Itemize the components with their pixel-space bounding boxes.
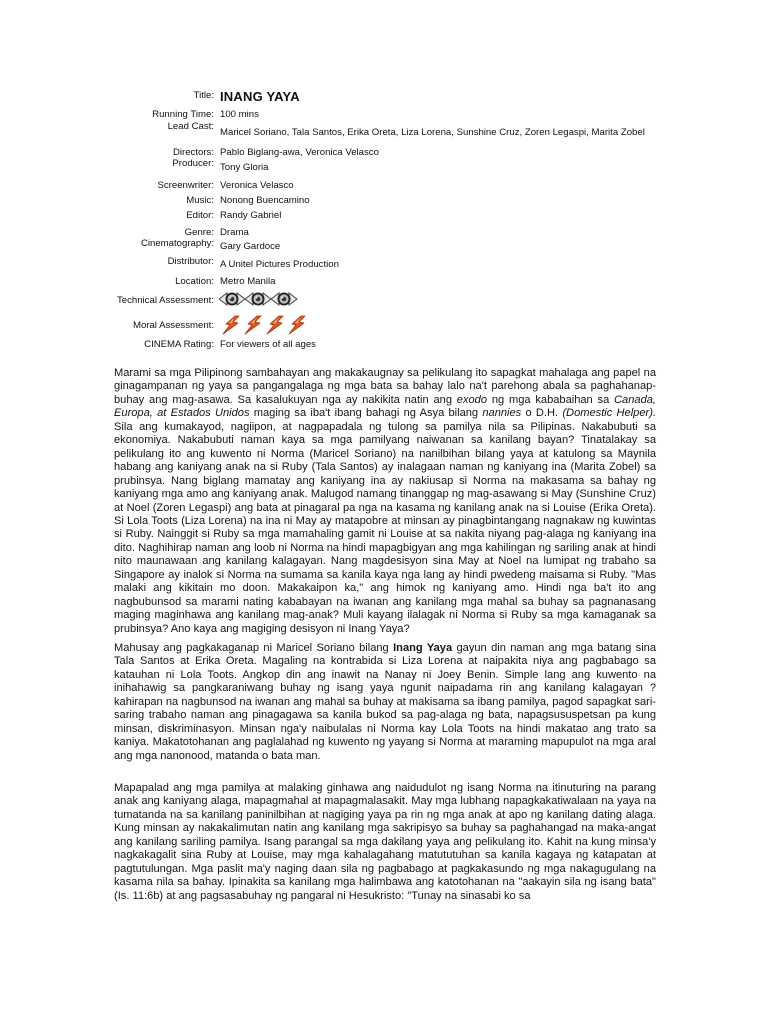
distributor-value: A Unitel Pictures Production: [220, 259, 339, 270]
moral-rating-icons: [219, 315, 307, 335]
title-label: Title:: [193, 90, 214, 101]
moral-rating: [219, 315, 307, 335]
technical-rating: [219, 291, 305, 307]
paragraph-synopsis: [114, 367, 656, 636]
text-span: Mapapalad ang mga pamilya at malaking ginhawa ang naidudulot ng isang Norma na itinuturing na parang anak ang kaniyang alaga, mapagmahal at mapagmalasakit. May mga lubhang napagkakatiwalaan na yaya na tumatanda na sa kanilang paninilbihan at nagiging yaya pa rin ng mga anak at apo ng kanilang dating alaga. Kung minsan ay nakakalimutan natin ang kanilang mga sakripisyo sa buhay sa paghahangad na maka-angat ang kanilang sariling pamilya. Isang parangal sa mga dakilang yaya ang pelikulang ito. Kahit na kung minsa'y nagkakagalit sina Ruby at Louise, may mga kahalagahang matututuhan sa kanila kagaya ng katapatan at pagtutulungan. Mga paslit ma'y naging daan sila ng pagbabago at pagkakasundo ng mga nakagugulang na kasama nila sa bahay. Ipinakita sa kanilang mga halimbawa ang katotohanan na "aakayin sila ng isang bata" (Is. 11:6b) at ang pagsasabuhay ng pangaral ni Hesukristo: "Tunay na sinasabi ko sa: [114, 782, 656, 902]
lead-cast-value: Maricel Soriano, Tala Santos, Erika Oreta, Liza Lorena, Sunshine Cruz, Zoren Legaspi, Marita Zobel: [220, 127, 645, 138]
editor-value: Randy Gabriel: [220, 210, 282, 221]
text-span: Marami sa mga Pilipinong sambahayan ang makakaugnay sa pelikulang ito sapagkat mahalaga ang papel na ginagampanan ng yaya sa pangangalaga ng mga bata sa bahay lalo na't parehong abala sa paghahanap-buhay ang mag-asawa. Sa kasalukuyan nga ay nakikita natin ang: [114, 367, 656, 406]
bold-text: Inang Yaya: [393, 642, 453, 654]
running-time-label: Running Time:: [152, 109, 214, 120]
emphasis-text: exodo: [456, 393, 488, 406]
lead-cast-label: Lead Cast:: [167, 121, 214, 132]
producer-label: Producer:: [172, 158, 214, 169]
directors-value: Pablo Biglang-awa, Veronica Velasco: [220, 147, 379, 158]
technical-rating-icons: [219, 291, 305, 307]
cinematography-value: Gary Gardoce: [220, 241, 281, 252]
directors-label: Directors:: [172, 147, 214, 158]
genre-label: Genre:: [184, 227, 214, 238]
cinematography-label: Cinematography:: [140, 238, 214, 249]
location-value: Metro Manila: [220, 276, 276, 287]
film-reel-icon: [271, 293, 297, 306]
editor-label: Editor:: [186, 210, 214, 221]
cinema-rating-value: For viewers of all ages: [220, 339, 316, 350]
technical-assessment-label: Technical Assessment:: [116, 295, 214, 306]
movie-title: INANG YAYA: [220, 89, 300, 104]
moral-assessment-label: Moral Assessment:: [132, 320, 214, 331]
lightning-bolt-icon: [289, 316, 305, 334]
text-span: o D.H.: [521, 407, 563, 420]
screenwriter-value: Veronica Velasco: [220, 180, 294, 191]
text-span: Mahusay ang pagkakaganap ni Maricel Soriano bilang: [114, 642, 394, 654]
emphasis-text: (Domestic Helper).: [562, 407, 656, 420]
running-time-value: 100 mins: [220, 109, 259, 120]
film-reel-icon: [219, 293, 245, 306]
emphasis-text: Canada, Europa, at Estados Unidos: [114, 393, 656, 420]
lightning-bolt-icon: [245, 316, 261, 334]
music-value: Nonong Buencamino: [220, 195, 310, 206]
cinema-rating-label: CINEMA Rating:: [144, 339, 214, 350]
text-span: gayun din naman ang mga batang sina Tala Santos at Erika Oreta. Magaling na kontrabida si Liza Lorena at naipakita niya ang pagbabago sa katauhan ni Lola Toots. Angkop din ang inawit na Nanay ni Joey Benin. Simple lang ang kuwento na inihahawig sa pangkaraniwang buhay ng isang yaya ngunit naipadama rin ang kanilang kalagayan ? kahirapan na nagbunsod na iwanan ang mahal sa buhay at makisama sa ibang pamilya, pagod sapagkat sari-saring trabaho naman ang pinagagawa sa kanila bukod sa pag-alaga ng bata, napagsususpetsan pa kung minsan, diskriminasyon. Minsan nga'y naibulalas ni Norma kay Lola Toots na hindi makatao ang trato sa kaniya. Makatotohanan ang paglalahad ng kuwento ng yayang si Norma at maraming mapupulot na mga aral ang mga nanonood, matanda o bata man.: [114, 642, 657, 762]
lightning-bolt-icon: [267, 316, 283, 334]
text-span: maging sa iba't ibang bahagi ng Asya bilang: [249, 407, 483, 420]
distributor-label: Distributor:: [167, 256, 214, 267]
emphasis-text: nannies: [482, 407, 522, 420]
film-reel-icon: [245, 293, 271, 306]
paragraph-message: [114, 782, 656, 903]
genre-value: Drama: [220, 227, 249, 238]
lightning-bolt-icon: [223, 316, 239, 334]
screenwriter-label: Screenwriter:: [157, 180, 214, 191]
paragraph-performance: [114, 642, 656, 763]
producer-value: Tony Gloria: [220, 162, 269, 173]
music-label: Music:: [186, 195, 214, 206]
location-label: Location:: [175, 276, 214, 287]
text-span: Sila ang kumakayod, nagiipon, at nagpapadala ng tulong sa pamilya nila sa Pilipinas. Nakabubuti sa ekonomiya. Nakabubuti naman kaya sa mga pamilyang naiwanan sa kanilang bayan? Tinatalakay sa pelikulang ito ang kuwento ni Norma (Maricel Soriano) na nanilbihan bilang yaya at katulong sa Maynila habang ang kaniyang anak na si Ruby (Tala Santos) ay inalagaan naman ng kaniyang ina (Marita Zobel) sa prubinsya. Nang biglang mamatay ang kaniyang ina ay nakiusap si Norma na makasama sa bahay ng kaniyang mga amo ang kaniyang anak. Malugod namang tinanggap ng mag-asawang si May (Sunshine Cruz) at Noel (Zoren Legaspi) ang bata at pinagaral pa nga na kasama ng kanilang anak na si Louise (Erika Oreta). Si Lola Toots (Liza Lorena) na ina ni May ay matapobre at minsan ay pinagbintangang nagnakaw ng kuwintas si Ruby. Nainggit si Ruby sa mga mamahaling gamit ni Louise at sa nakita niyang pag-alaga ng kaniyang ina dito. Naghihirap naman ang loob ni Norma na hindi mapagbigyan ang mga kahilingan ng sariling anak at hindi nito maunawaan ang kanilang kalagayan. Nang magdesisyon sina May at Noel na lumipat ng trabaho sa Singapore ay inalok si Norma na sumama sa kanila kaya nga lang ay hindi pwedeng maisama si Ruby. "Mas malaki ang kikitain mo doon. Makakaipon ka," ang himok ng kaniyang amo. Hindi nga ba't ito ang nagbubunsod sa marami nating kababayan na iwanan ang kanilang mga mahal sa buhay sa pagnanasang maging maginhawa ang kanilang mag-anak? Muli kayang ilalagak ni Norma si Ruby sa mga kamaganak sa prubinsya? Ano kaya ang magiging desisyon ni Inang Yaya?: [114, 420, 656, 635]
text-span: ng mga kababaihan sa: [487, 393, 615, 406]
